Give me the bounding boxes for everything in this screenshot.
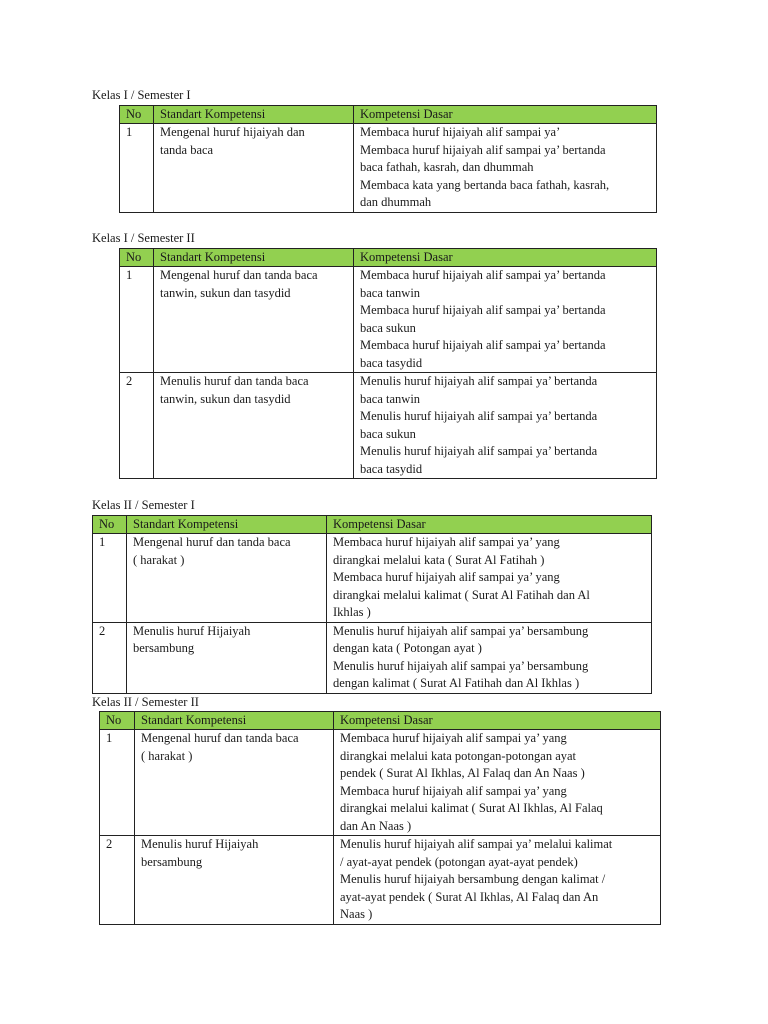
cell-line: Menulis huruf hijaiyah alif sampai ya’ bertanda (360, 444, 598, 458)
row-number: 2 (120, 373, 154, 479)
table-row (120, 373, 657, 479)
table-header-row (100, 712, 661, 730)
cell-line: Membaca huruf hijaiyah alif sampai ya’ yang (333, 570, 560, 584)
header-standart-kompetensi: Standart Kompetensi (127, 516, 327, 534)
header-standart-kompetensi: Standart Kompetensi (154, 249, 354, 267)
row-number: 2 (100, 836, 135, 925)
kompetensi-dasar-cell (354, 267, 657, 373)
header-no: No (100, 712, 135, 730)
cell-line: Membaca huruf hijaiyah alif sampai ya’ yang (333, 535, 560, 549)
cell-line: baca tanwin (360, 285, 421, 300)
curriculum-table (99, 711, 661, 925)
cell-line: pendek ( Surat Al Ikhlas, Al Falaq dan An Naas ) (340, 766, 585, 780)
kompetensi-dasar-cell (354, 373, 657, 479)
curriculum-table (92, 515, 652, 694)
row-number: 2 (93, 622, 127, 693)
kompetensi-dasar-cell (354, 124, 657, 213)
table-row (120, 124, 657, 213)
row-number: 1 (120, 267, 154, 373)
header-standart-kompetensi: Standart Kompetensi (135, 712, 334, 730)
kompetensi-dasar-cell (327, 622, 652, 693)
cell-line: Menulis huruf hijaiyah alif sampai ya’ bersambung (333, 623, 589, 638)
cell-line: Membaca huruf hijaiyah alif sampai ya’ bertanda (360, 338, 606, 352)
cell-line: Ikhlas ) (333, 605, 371, 619)
standart-kompetensi-cell (127, 534, 327, 623)
cell-line: dirangkai melalui kalimat ( Surat Al Ikhlas, Al Falaq (340, 801, 603, 815)
header-no: No (120, 106, 154, 124)
cell-line: Membaca huruf hijaiyah alif sampai ya’ (360, 125, 561, 139)
cell-line: tanda baca (160, 142, 214, 157)
standart-kompetensi-cell (135, 730, 334, 836)
section-caption: Kelas I / Semester II (92, 231, 195, 245)
row-number: 1 (100, 730, 135, 836)
header-kompetensi-dasar: Kompetensi Dasar (354, 249, 657, 267)
header-no: No (93, 516, 127, 534)
cell-line: Naas ) (340, 907, 373, 921)
curriculum-table (119, 248, 657, 479)
cell-line: dirangkai melalui kata potongan-potongan ayat (340, 748, 577, 763)
standart-kompetensi-cell (154, 267, 354, 373)
cell-line: Menulis huruf dan tanda baca (160, 374, 309, 388)
kompetensi-dasar-cell (327, 534, 652, 623)
row-number: 1 (120, 124, 154, 213)
cell-line: / ayat-ayat pendek (potongan ayat-ayat pendek) (340, 854, 578, 869)
header-kompetensi-dasar: Kompetensi Dasar (334, 712, 661, 730)
cell-line: tanwin, sukun dan tasydid (160, 391, 291, 406)
table-row (93, 534, 652, 623)
cell-line: Mengenal huruf dan tanda baca (133, 535, 291, 549)
cell-line: ( harakat ) (133, 552, 185, 567)
cell-line: Membaca huruf hijaiyah alif sampai ya’ bertanda (360, 142, 606, 157)
cell-line: dan An Naas ) (340, 818, 412, 833)
cell-line: bersambung (141, 854, 203, 869)
table-row (93, 622, 652, 693)
table-row (100, 836, 661, 925)
cell-line: Membaca kata yang bertanda baca fathah, kasrah, (360, 177, 610, 192)
cell-line: baca sukun (360, 320, 416, 335)
cell-line: Membaca huruf hijaiyah alif sampai ya’ bertanda (360, 303, 606, 317)
table-row (100, 730, 661, 836)
cell-line: baca sukun (360, 426, 416, 441)
row-number: 1 (93, 534, 127, 623)
table-header-row (93, 516, 652, 534)
header-standart-kompetensi: Standart Kompetensi (154, 106, 354, 124)
cell-line: dengan kata ( Potongan ayat ) (333, 641, 482, 655)
header-kompetensi-dasar: Kompetensi Dasar (327, 516, 652, 534)
cell-line: Menulis huruf hijaiyah bersambung dengan kalimat / (340, 872, 606, 886)
header-no: No (120, 249, 154, 267)
table-row (120, 267, 657, 373)
cell-line: baca tasydid (360, 355, 423, 370)
cell-line: Menulis huruf hijaiyah alif sampai ya’ melalui kalimat (340, 837, 613, 851)
cell-line: dirangkai melalui kata ( Surat Al Fatihah ) (333, 552, 545, 567)
standart-kompetensi-cell (127, 622, 327, 693)
table-header-row (120, 106, 657, 124)
cell-line: Menulis huruf hijaiyah alif sampai ya’ bertanda (360, 374, 598, 388)
cell-line: Membaca huruf hijaiyah alif sampai ya’ bertanda (360, 268, 606, 282)
cell-line: ayat-ayat pendek ( Surat Al Ikhlas, Al Falaq dan An (340, 889, 599, 904)
kompetensi-dasar-cell (334, 730, 661, 836)
cell-line: Menulis huruf Hijaiyah (133, 623, 251, 638)
cell-line: Menulis huruf hijaiyah alif sampai ya’ bersambung (333, 658, 589, 673)
cell-line: dirangkai melalui kalimat ( Surat Al Fatihah dan Al (333, 587, 590, 602)
section-caption: Kelas I / Semester I (92, 88, 191, 102)
table-header-row (120, 249, 657, 267)
standart-kompetensi-cell (154, 124, 354, 213)
section-caption: Kelas II / Semester I (92, 498, 195, 512)
standart-kompetensi-cell (135, 836, 334, 925)
cell-line: bersambung (133, 641, 195, 655)
section-caption: Kelas II / Semester II (92, 695, 199, 709)
cell-line: baca fathah, kasrah, dan dhummah (360, 160, 534, 174)
cell-line: dengan kalimat ( Surat Al Fatihah dan Al Ikhlas ) (333, 676, 580, 690)
cell-line: ( harakat ) (141, 748, 193, 763)
kompetensi-dasar-cell (334, 836, 661, 925)
cell-line: Mengenal huruf dan tanda baca (141, 731, 299, 745)
cell-line: baca tanwin (360, 391, 421, 406)
cell-line: Membaca huruf hijaiyah alif sampai ya’ yang (340, 731, 567, 745)
header-kompetensi-dasar: Kompetensi Dasar (354, 106, 657, 124)
cell-line: baca tasydid (360, 461, 423, 476)
cell-line: tanwin, sukun dan tasydid (160, 285, 291, 300)
cell-line: dan dhummah (360, 195, 432, 209)
cell-line: Mengenal huruf hijaiyah dan (160, 125, 305, 139)
cell-line: Mengenal huruf dan tanda baca (160, 268, 318, 282)
cell-line: Menulis huruf Hijaiyah (141, 837, 259, 851)
cell-line: Menulis huruf hijaiyah alif sampai ya’ bertanda (360, 409, 598, 423)
cell-line: Membaca huruf hijaiyah alif sampai ya’ yang (340, 783, 567, 798)
standart-kompetensi-cell (154, 373, 354, 479)
curriculum-table (119, 105, 657, 213)
